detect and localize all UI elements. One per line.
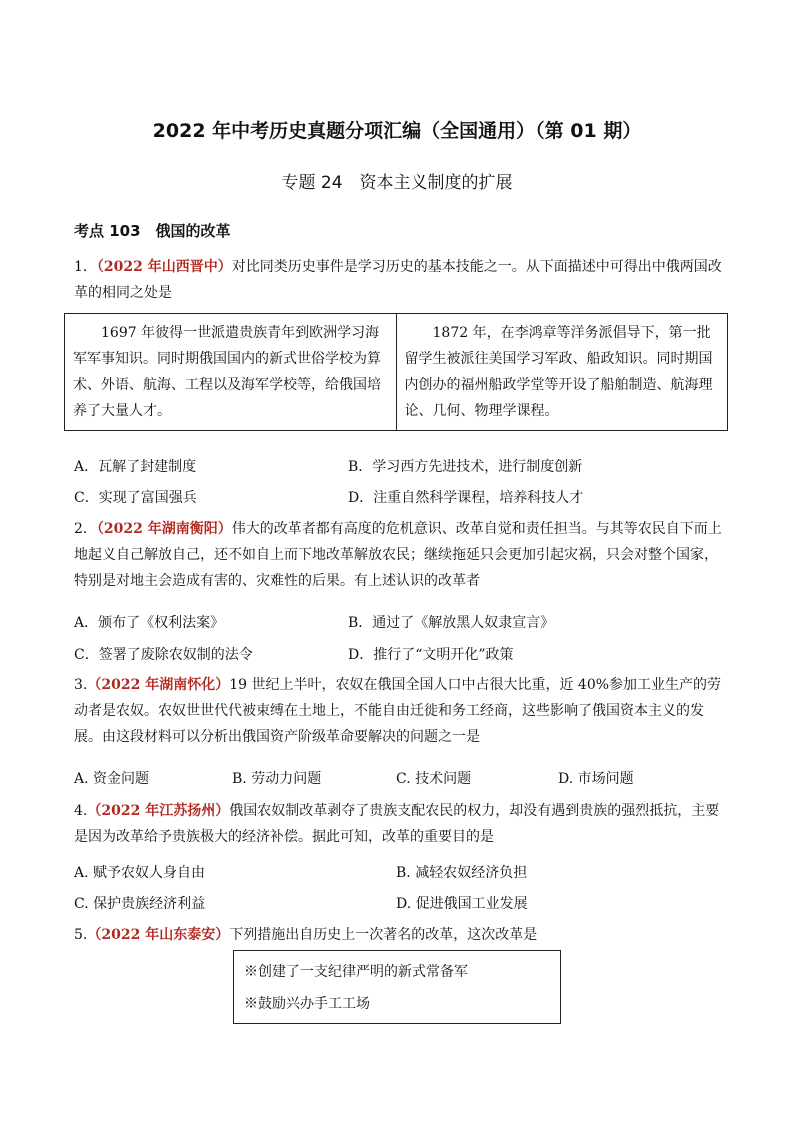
question-3-number: 3. xyxy=(74,677,88,693)
question-4-option-d: D. 促进俄国工业发展 xyxy=(396,896,528,912)
question-5-stem xyxy=(74,922,724,948)
question-2-number: 2． xyxy=(74,521,97,537)
question-2-option-c: C．签署了废除农奴制的法令 xyxy=(74,647,253,663)
question-3-source: （2022 年湖南怀化） xyxy=(87,677,230,693)
question-2-option-a: A．颁布了《权利法案》 xyxy=(74,615,225,631)
question-4-option-b: B. 减轻农奴经济负担 xyxy=(396,865,528,881)
measure-line-1: ※创建了一支纪律严明的新式常备军 xyxy=(244,964,468,980)
question-3-option-d: D. 市场问题 xyxy=(558,771,634,787)
question-2-option-b: B．通过了《解放黑人奴隶宣言》 xyxy=(348,615,555,631)
question-1-option-d: D．注重自然科学课程，培养科技人才 xyxy=(348,490,584,506)
question-1-stem xyxy=(74,254,724,306)
question-4-option-c: C. 保护贵族经济利益 xyxy=(74,896,206,912)
question-3-option-a: A. 资金问题 xyxy=(74,771,150,787)
question-1-number: 1． xyxy=(74,259,97,275)
question-5-measures-box xyxy=(233,950,561,1024)
question-1-source: （2022 年山西晋中） xyxy=(96,259,232,275)
question-2-stem xyxy=(74,516,724,594)
comparison-left-text: 1697 年彼得一世派遣贵族青年到欧洲学习海军军事知识。同时期俄国国内的新式世俗学校为算术、外语、航海、工程以及海军学校等，给俄国培养了大量人才。 xyxy=(73,325,381,419)
document-subtitle: 专题 24 资本主义制度的扩展 xyxy=(281,173,513,193)
question-1-option-b: B．学习西方先进技术，进行制度创新 xyxy=(348,459,583,475)
question-2-text: 伟大的改革者都有高度的危机意识、改革自觉和责任担当。与其等农民自下而上地起义自己解放自己，还不如自上而下地改革解放农民；继续拖延只会更加引起灾祸，只会对整个国家，特别是对地主会造成有害的、灾难性的后果。有上述认识的改革者 xyxy=(74,521,722,589)
question-3-text: 19 世纪上半叶，农奴在俄国全国人口中占很大比重，近 40%参加工业生产的劳动者是农奴。农奴世世代代被束缚在土地上，不能自由迁徙和务工经商，这些影响了俄国资本主义的发展。由这段材料可以分析出俄国资产阶级革命要解决的问题之一是 xyxy=(74,677,722,745)
measure-line-2: ※鼓励兴办手工工场 xyxy=(244,996,370,1012)
question-1-comparison-table xyxy=(64,313,728,431)
question-1-text: 对比同类历史事件是学习历史的基本技能之一。从下面描述中可得出中俄两国改革的相同之处是 xyxy=(74,259,722,301)
question-4-stem xyxy=(74,798,724,850)
section-heading: 考点 103 俄国的改革 xyxy=(74,222,231,240)
question-4-number: 4. xyxy=(74,803,88,819)
question-2-option-d: D．推行了“文明开化”政策 xyxy=(348,647,514,663)
question-3-option-c: C. 技术问题 xyxy=(396,771,472,787)
comparison-left-cell xyxy=(65,314,397,431)
comparison-right-cell xyxy=(396,314,728,431)
question-5-source: （2022 年山东泰安） xyxy=(87,927,230,943)
question-4-text: 俄国农奴制改革剥夺了贵族支配农民的权力，却没有遇到贵族的强烈抵抗，主要是因为改革给予贵族极大的经济补偿。据此可知，改革的重要目的是 xyxy=(74,803,720,845)
question-5-number: 5. xyxy=(74,927,88,943)
question-1-option-a: A．瓦解了封建制度 xyxy=(74,459,197,475)
question-1-option-c: C．实现了富国强兵 xyxy=(74,490,197,506)
comparison-right-text: 1872 年，在李鸿章等洋务派倡导下，第一批留学生被派往美国学习军政、船政知识。同时期国内创办的福州船政学堂等开设了船舶制造、航海理论、几何、物理学课程。 xyxy=(404,325,713,419)
question-3-stem xyxy=(74,672,724,750)
question-3-option-b: B. 劳动力问题 xyxy=(232,771,322,787)
question-4-option-a: A. 赋予农奴人身自由 xyxy=(74,865,206,881)
document-title: 2022 年中考历史真题分项汇编（全国通用）（第 01 期） xyxy=(152,120,642,142)
question-4-source: （2022 年江苏扬州） xyxy=(87,803,230,819)
question-2-source: （2022 年湖南衡阳） xyxy=(96,521,232,537)
question-5-text: 下列措施出自历史上一次著名的改革，这次改革是 xyxy=(229,927,538,943)
